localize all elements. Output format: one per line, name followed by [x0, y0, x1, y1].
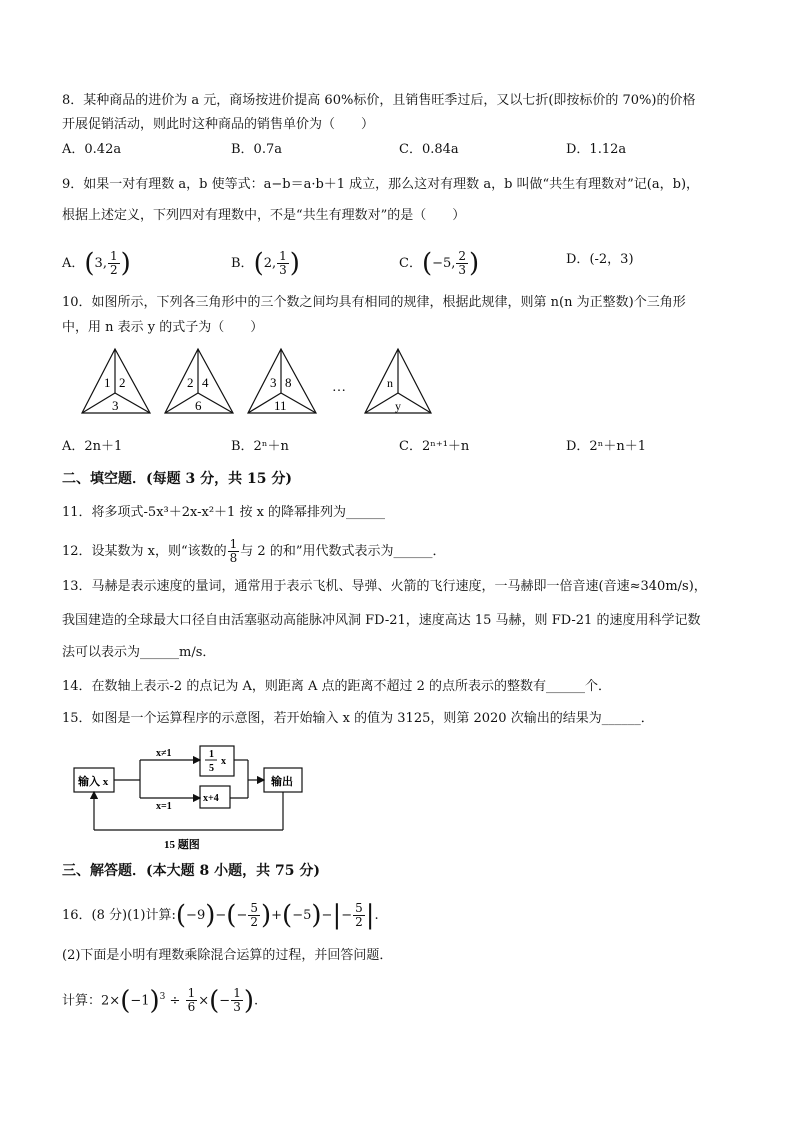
q9-option-a-frac: $\frac{1}{2}$: [109, 249, 118, 277]
triangle-1-b: 2: [119, 375, 126, 390]
q9-option-a-num: 3,: [94, 256, 107, 271]
q15: 15．如图是一个运算程序的示意图，若开始输入 x 的值为 3125，则第 2020 次输出的结果为______．: [62, 711, 654, 726]
flow-input-label: 输入 x: [78, 776, 109, 788]
q16-part1: 16．(8 分)(1)计算:(−9)−(− $\frac{5}{2}$ )+(−5)−|− $\frac{5}{2}$ |.: [62, 900, 379, 931]
q8-option-c: C．0.84a: [399, 142, 459, 157]
flow-cond-top: x≠1: [156, 748, 172, 759]
q12-post: 与 2 的和”用代数式表示为______．: [240, 544, 446, 559]
q13-line1: 13．马赫是表示速度的量词，通常用于表示飞机、导弹、火箭的飞行速度，一马赫即一倍音速(音速≈340m/s)，: [62, 579, 707, 594]
q8-option-d: D．1.12a: [566, 142, 627, 157]
q12-pre: 12．设某数为 x，则“该数的: [62, 544, 227, 559]
triangle-ellipsis: …: [332, 380, 346, 395]
q9-option-d-text: (-2，3): [589, 252, 634, 267]
triangle-3-b: 8: [285, 375, 292, 390]
triangle-3-c: 11: [274, 398, 287, 413]
q9-option-a-label: A．: [62, 256, 85, 271]
flow-top-op-var: x: [221, 756, 226, 767]
q10-option-a: A．2n＋1: [62, 439, 123, 454]
q8-option-a: A．0.42a: [62, 142, 122, 157]
q9-option-b: B．(2, $\frac{1}{3}$ ): [231, 248, 300, 279]
flow-bottom-op: x+4: [203, 793, 219, 804]
q16-prefix: 16．(8 分)(1)计算:: [62, 908, 176, 923]
q9-option-d-label: D．: [566, 252, 590, 267]
triangle-3-a: 3: [270, 375, 277, 390]
triangle-n-c: y: [395, 399, 401, 413]
q8-option-b: B．0.7a: [231, 142, 282, 157]
q10-triangle-figure: [70, 345, 440, 417]
q12-frac: $\frac{1}{8}$: [229, 537, 238, 565]
triangle-n-a: n: [387, 376, 393, 390]
q9-line1: 9．如果一对有理数 a，b 使等式：a−b＝a·b＋1 成立，那么这对有理数 a，b 叫做“共生有理数对”记(a，b)，: [62, 177, 700, 192]
section-2-heading: 二、填空题．(每题 3 分，共 15 分): [62, 471, 292, 487]
q10-option-d: D．2ⁿ＋n＋1: [566, 439, 646, 454]
q14: 14．在数轴上表示-2 的点记为 A，则距离 A 点的距离不超过 2 的点所表示的整数有______个．: [62, 679, 612, 694]
section-3-heading: 三、解答题．(本大题 8 小题，共 75 分): [62, 863, 320, 879]
q9-option-a: A．(3, $\frac{1}{2}$ ): [62, 248, 131, 279]
triangle-2-c: 6: [195, 398, 202, 413]
flow-top-op-box: [200, 746, 234, 776]
q10-option-b: B．2ⁿ＋n: [231, 439, 289, 454]
triangle-2-a: 2: [187, 375, 194, 390]
triangle-1-c: 3: [112, 398, 119, 413]
flow-output-label: 输出: [271, 776, 293, 788]
q11: 11．将多项式-5x³＋2x-x²＋1 按 x 的降幂排列为______: [62, 505, 386, 520]
q16-calc-prefix: 计算：: [62, 993, 102, 1009]
q9-option-c-label: C．: [399, 256, 422, 271]
q8-line2: 开展促销活动，则此时这种商品的销售单价为（ ）: [62, 117, 375, 132]
q10-line1: 10．如图所示，下列各三角形中的三个数之间均具有相同的规律，根据此规律，则第 n(n 为正整数)个三角形: [62, 295, 686, 310]
q10-option-c: C．2ⁿ⁺¹＋n: [399, 439, 470, 454]
q9-option-d: [566, 250, 634, 270]
q9-option-b-num: 2,: [263, 256, 277, 271]
q9-option-c-num: −5,: [432, 256, 456, 271]
q12: [62, 538, 445, 565]
flow-top-op-num: 1: [209, 749, 214, 760]
q9-option-c-frac: $\frac{2}{3}$: [458, 249, 467, 277]
triangle-2-b: 4: [202, 375, 209, 390]
q9-option-c: C．(−5, $\frac{2}{3}$ ): [399, 248, 480, 279]
q13-line3: 法可以表示为______m/s．: [62, 645, 216, 660]
q8-line1: 8．某种商品的进价为 a 元，商场按进价提高 60%标价，且销售旺季过后，又以七折(即按标价的 70%)的价格: [62, 93, 696, 108]
q9-line2: 根据上述定义，下列四对有理数中，不是“共生有理数对”的是（ ）: [62, 208, 466, 223]
q9-option-b-label: B．: [231, 256, 254, 271]
q15-flowchart: [70, 740, 310, 852]
flow-top-op-den: 5: [209, 763, 214, 774]
q10-line2: 中，用 n 表示 y 的式子为（ ）: [62, 320, 264, 335]
flow-caption: 15 题图: [164, 839, 200, 851]
q16-part2: (2)下面是小明有理数乘除混合运算的过程，并回答问题．: [62, 948, 393, 963]
triangle-1-a: 1: [104, 375, 111, 390]
q9-option-b-frac: $\frac{1}{3}$: [279, 249, 287, 277]
q13-line2: 我国建造的全球最大口径自由活塞驱动高能脉冲风洞 FD-21，速度高达 15 马赫，则 FD-21 的速度用科学记数: [62, 613, 701, 628]
flow-cond-bottom: x=1: [156, 801, 172, 812]
q16-calc: 计算：$2\times(-1)^3$ ÷ $\frac{1}{6}$ ×(− $\frac{1}{3}$ ).: [62, 985, 259, 1016]
